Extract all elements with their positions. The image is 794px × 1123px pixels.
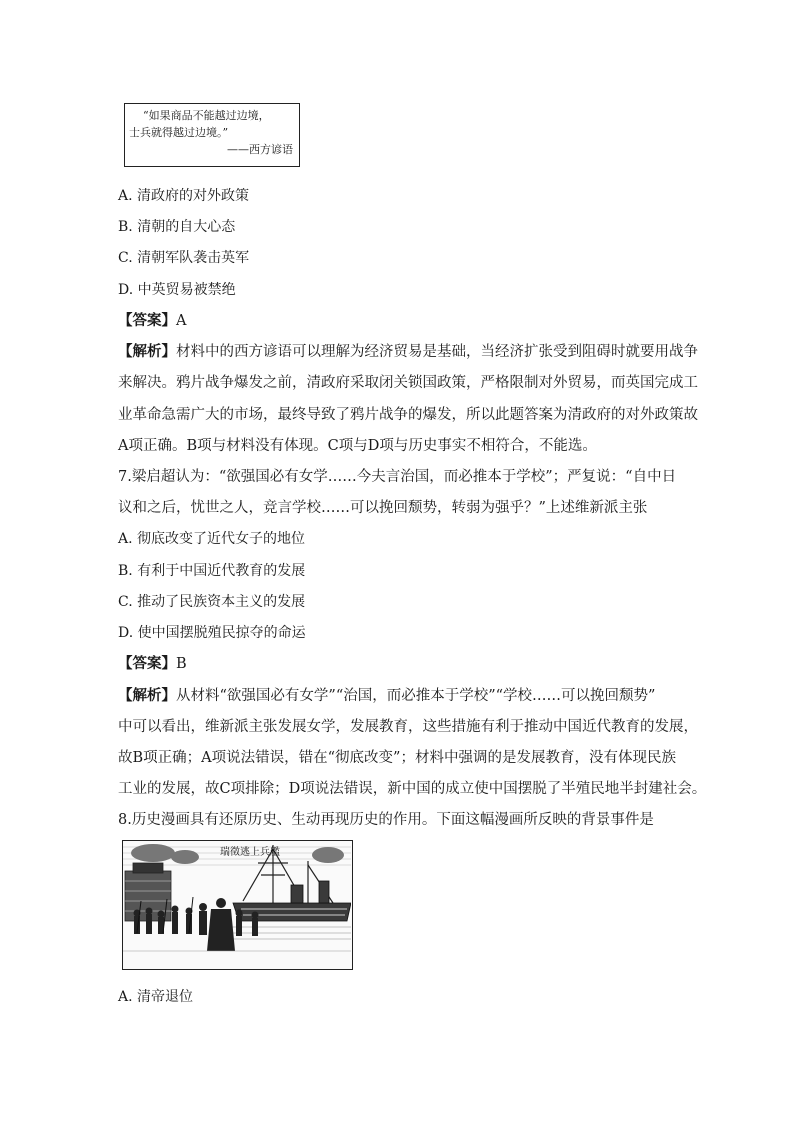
q6-analysis-line-2: 来解决。鸦片战争爆发之前，清政府采取闭关锁国政策，严格限制对外贸易，而英国完成工 (118, 375, 698, 391)
cartoon-drawing (123, 841, 351, 968)
cartoon-caption: 瑞徵逃上兵艦 (220, 847, 280, 858)
analysis-label: 【解析】 (118, 343, 176, 360)
q6-option-b: B. 清朝的自大心态 (118, 219, 236, 235)
q6-analysis-line-1: 【解析】材料中的西方谚语可以理解为经济贸易是基础，当经济扩张受到阻碍时就要用战争 (118, 343, 698, 360)
answer-value: B (176, 656, 187, 672)
history-cartoon (122, 840, 353, 970)
q6-analysis-line-4: A项正确。B项与材料没有体现。C项与D项与历史事实不相符合，不能选。 (118, 438, 597, 454)
q7-option-d: D. 使中国摆脱殖民掠夺的命运 (118, 625, 306, 641)
quote-line-2: 士兵就得越过边境。” (129, 126, 229, 139)
q6-option-a: A. 清政府的对外政策 (118, 188, 250, 204)
q6-analysis-line-3: 业革命急需广大的市场，最终导致了鸦片战争的爆发，所以此题答案为清政府的对外政策故 (118, 407, 698, 423)
q6-answer (118, 311, 186, 331)
q7-analysis-line-4: 工业的发展，故C项排除；D项说法错误，新中国的成立使中国摆脱了半殖民地半封建社会。 (118, 781, 707, 797)
q7-option-a: A. 彻底改变了近代女子的地位 (118, 531, 306, 547)
q7-stem-line-1: 7.梁启超认为：“欲强国必有女学……今夫言治国，而必推本于学校”；严复说：“自中日 (118, 469, 677, 485)
quote-box (124, 103, 300, 167)
q7-analysis-line-3: 故B项正确；A项说法错误，错在“彻底改变”；材料中强调的是发展教育，没有体现民族 (118, 750, 676, 766)
answer-label: 【答案】 (118, 312, 176, 329)
q8-stem: 8.历史漫画具有还原历史、生动再现历史的作用。下面这幅漫画所反映的背景事件是 (118, 812, 654, 828)
answer-label: 【答案】 (118, 655, 176, 672)
q7-answer (118, 654, 187, 674)
q8-option-a: A. 清帝退位 (118, 989, 194, 1005)
q7-analysis-line-1: 【解析】从材料“欲强国必有女学”“治国，而必推本于学校”“学校……可以挽回颓势” (118, 687, 656, 704)
quote-source: ——西方谚语 (227, 143, 293, 156)
q7-option-b: B. 有利于中国近代教育的发展 (118, 563, 306, 579)
q7-stem-line-2: 议和之后，忧世之人，竞言学校……可以挽回颓势，转弱为强乎？”上述维新派主张 (118, 500, 648, 516)
answer-value: A (176, 313, 187, 329)
q7-option-c: C. 推动了民族资本主义的发展 (118, 594, 306, 610)
q6-option-d: D. 中英贸易被禁绝 (118, 282, 236, 298)
quote-line-1: “如果商品不能越过边境， (143, 109, 270, 122)
q7-analysis-line-2: 中可以看出，维新派主张发展女学，发展教育，这些措施有利于推动中国近代教育的发展， (118, 719, 698, 735)
q6-option-c: C. 清朝军队袭击英军 (118, 250, 250, 266)
analysis-label: 【解析】 (118, 687, 176, 704)
